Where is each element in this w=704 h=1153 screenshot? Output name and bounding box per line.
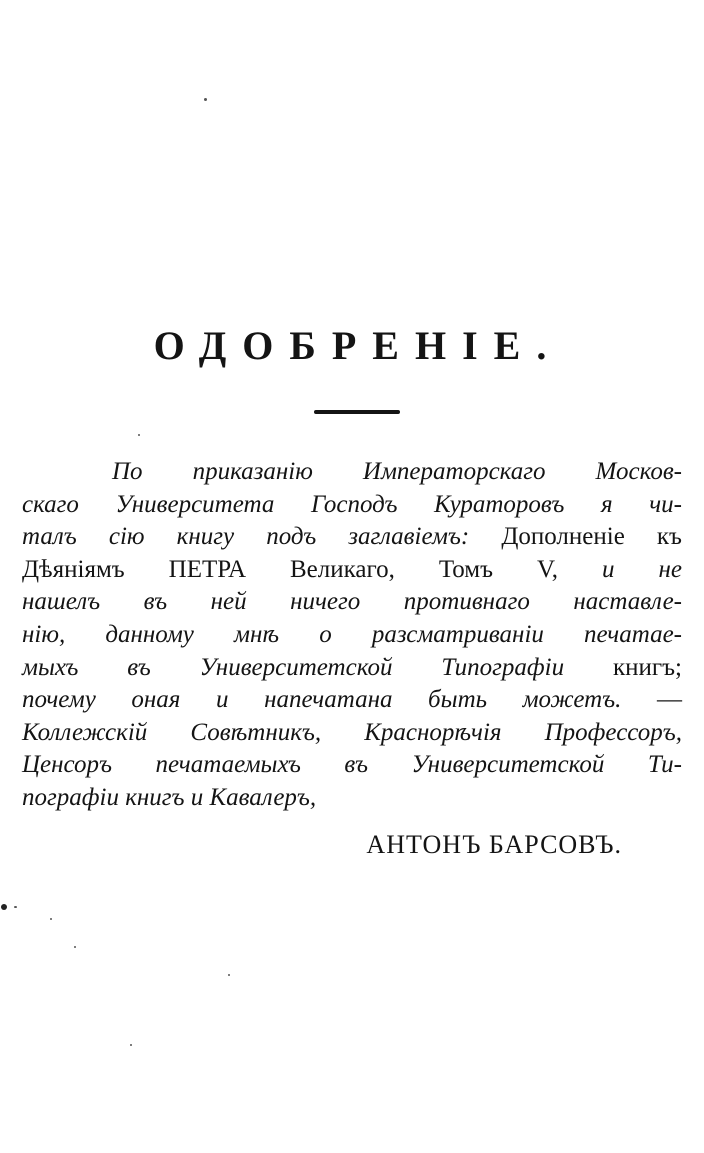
text-line xyxy=(22,717,682,750)
text-line-content: скаго Университета Господъ Кураторовъ я чи- xyxy=(22,490,682,518)
text-line-content: Коллежскій Совѣтникъ, Краснорѣчія Профессоръ, xyxy=(22,718,682,746)
title-divider xyxy=(314,410,400,414)
paper-speck xyxy=(1,904,7,910)
text-line xyxy=(22,749,682,782)
text-line xyxy=(22,521,682,554)
signature: АНТОНЪ БАРСОВЪ. xyxy=(366,830,622,859)
text-line xyxy=(22,684,682,717)
text-line xyxy=(22,782,682,815)
text-line-content: Ценсоръ печатаемыхъ въ Университетской Ти- xyxy=(22,751,682,779)
paper-speck xyxy=(130,1044,132,1046)
text-line-content: пографіи книгъ и Кавалеръ, xyxy=(22,783,317,811)
text-line xyxy=(22,586,682,619)
text-line xyxy=(22,554,682,587)
text-line xyxy=(22,456,682,489)
paper-speck xyxy=(74,946,76,948)
text-line xyxy=(22,489,682,522)
text-line-content: почему оная и напечатана быть можетъ. — xyxy=(22,686,682,714)
paper-speck xyxy=(204,98,207,101)
text-line-content: мыхъ въ Университетской Типографіи книгъ; xyxy=(22,653,682,681)
text-line-content: По приказанію Императорскаго Москов- xyxy=(112,458,682,485)
paper-speck xyxy=(138,434,140,436)
text-line xyxy=(22,619,682,652)
paper-speck xyxy=(228,974,230,976)
text-line-content: Дѣяніямъ ПЕТРА Великаго, Томъ V, и не xyxy=(22,555,683,583)
text-line-content: нію, данному мнѣ о разсматриваніи печатае- xyxy=(22,620,682,648)
text-line-content: талъ сію книгу подъ заглавіемъ: Дополненіе къ xyxy=(22,523,682,551)
paper-speck xyxy=(14,906,17,908)
paper-speck xyxy=(50,918,52,920)
text-line xyxy=(22,652,682,685)
approval-text xyxy=(22,456,682,815)
text-line-content: нашелъ въ ней ничего противнаго наставле- xyxy=(22,588,682,616)
page-title: ОДОБРЕНІЕ. xyxy=(153,323,563,368)
